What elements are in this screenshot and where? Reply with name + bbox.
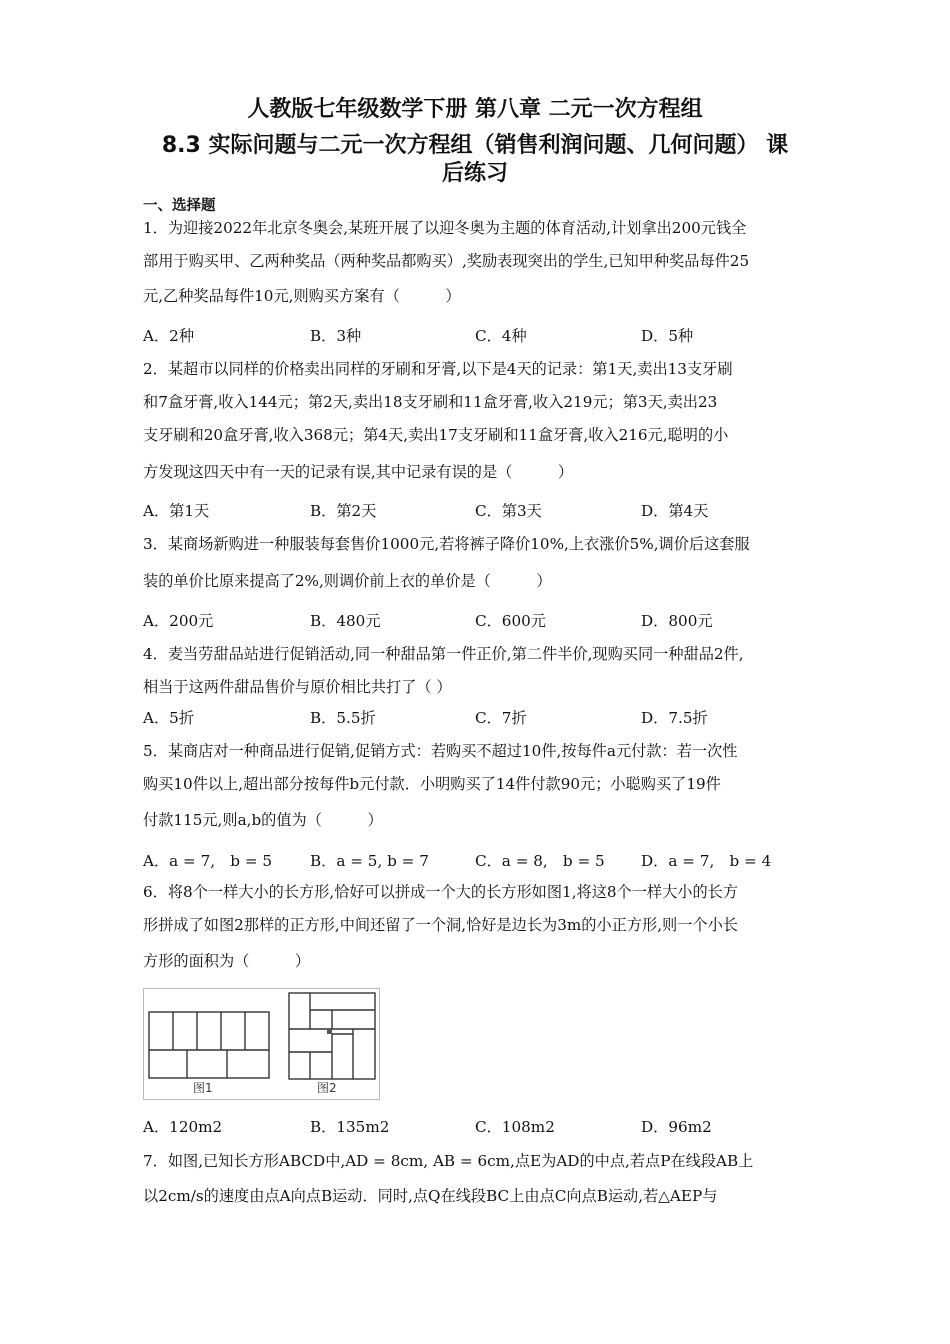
title-line-3: 后练习: [441, 161, 508, 186]
question-1-option-c[interactable]: C．4种: [475, 327, 527, 345]
figure-2-label: 图2: [317, 1081, 337, 1095]
question-3-option-a[interactable]: A．200元: [143, 612, 214, 630]
question-5-option-d[interactable]: D．a = 7, b = 4: [641, 852, 772, 870]
question-7-line-1: 7．如图,已知长方形ABCD中,AD = 8cm, AB = 6cm,点E为AD的中点,若点P在线段AB上: [143, 1152, 754, 1170]
question-2-line-2: 和7盒牙膏,收入144元；第2天,卖出18支牙刷和11盒牙膏,收入219元；第3天,卖出23: [143, 393, 718, 411]
rectangles-figure: [143, 988, 380, 1100]
title-line-1: 人教版七年级数学下册 第八章 二元一次方程组: [247, 97, 703, 122]
question-4-option-a[interactable]: A．5折: [143, 709, 195, 727]
question-2-option-b[interactable]: B．第2天: [310, 502, 377, 520]
question-3-line-2: 装的单价比原来提高了2%,则调价前上衣的单价是（ ）: [143, 572, 552, 590]
question-2-line-1: 2．某超市以同样的价格卖出同样的牙刷和牙膏,以下是4天的记录：第1天,卖出13支牙刷: [143, 360, 733, 378]
question-3-option-c[interactable]: C．600元: [475, 612, 546, 630]
question-5-line-2: 购买10件以上,超出部分按每件b元付款．小明购买了14件付款90元；小聪购买了19件: [143, 775, 721, 793]
question-5-option-c[interactable]: C．a = 8, b = 5: [475, 852, 605, 870]
title-line-2: 8.3 实际问题与二元一次方程组（销售利润问题、几何问题） 课: [161, 133, 789, 158]
question-4-line-1: 4．麦当劳甜品站进行促销活动,同一种甜品第一件正价,第二件半价,现购买同一种甜品2件,: [143, 645, 744, 663]
question-3-line-1: 3．某商场新购进一种服装每套售价1000元,若将裤子降价10%,上衣涨价5%,调价后这套服: [143, 535, 750, 553]
question-6-option-c[interactable]: C．108m2: [475, 1118, 555, 1136]
question-1-line-2: 部用于购买甲、乙两种奖品（两种奖品都购买）,奖励表现突出的学生,已知甲种奖品每件25: [143, 252, 750, 270]
figure-1-label: 图1: [193, 1081, 213, 1095]
question-2-option-d[interactable]: D．第4天: [641, 502, 709, 520]
question-1-line-3: 元,乙种奖品每件10元,则购买方案有（ ）: [143, 287, 461, 305]
section-heading: 一、选择题: [143, 198, 216, 214]
question-6-line-1: 6．将8个一样大小的长方形,恰好可以拼成一个大的长方形如图1,将这8个一样大小的长方: [143, 883, 739, 901]
question-3-option-d[interactable]: D．800元: [641, 612, 713, 630]
question-6-option-d[interactable]: D．96m2: [641, 1118, 712, 1136]
question-3-option-b[interactable]: B．480元: [310, 612, 381, 630]
question-1-option-b[interactable]: B．3种: [310, 327, 362, 345]
center-hole: [327, 1029, 332, 1034]
question-2-option-a[interactable]: A．第1天: [143, 502, 210, 520]
question-7-line-2: 以2cm/s的速度由点A向点B运动．同时,点Q在线段BC上由点C向点B运动,若△AEP与: [143, 1187, 718, 1205]
question-4-line-2: 相当于这两件甜品售价与原价相比共打了（ ）: [143, 678, 452, 696]
question-5-option-a[interactable]: A．a = 7, b = 5: [143, 852, 273, 870]
question-5-line-1: 5．某商店对一种商品进行促销,促销方式：若购买不超过10件,按每件a元付款：若一次性: [143, 742, 738, 760]
question-1-option-d[interactable]: D．5种: [641, 327, 694, 345]
question-5-option-b[interactable]: B．a = 5, b = 7: [310, 852, 429, 870]
question-4-option-b[interactable]: B．5.5折: [310, 709, 376, 727]
question-2-option-c[interactable]: C．第3天: [475, 502, 542, 520]
question-2-line-4: 方发现这四天中有一天的记录有误,其中记录有误的是（ ）: [143, 463, 574, 481]
question-6-option-b[interactable]: B．135m2: [310, 1118, 390, 1136]
question-6-line-3: 方形的面积为（ ）: [143, 952, 311, 970]
question-2-line-3: 支牙刷和20盒牙膏,收入368元；第4天,卖出17支牙刷和11盒牙膏,收入216元,聪明的小: [143, 426, 729, 444]
question-4-option-c[interactable]: C．7折: [475, 709, 527, 727]
question-1-line-1: 1．为迎接2022年北京冬奥会,某班开展了以迎冬奥为主题的体育活动,计划拿出200元钱全: [143, 219, 747, 237]
question-6-line-2: 形拼成了如图2那样的正方形,中间还留了一个洞,恰好是边长为3m的小正方形,则一个小长: [143, 916, 738, 934]
question-5-line-3: 付款115元,则a,b的值为（ ）: [143, 811, 383, 829]
question-6-option-a[interactable]: A．120m2: [143, 1118, 223, 1136]
question-4-option-d[interactable]: D．7.5折: [641, 709, 708, 727]
question-1-option-a[interactable]: A．2种: [143, 327, 195, 345]
